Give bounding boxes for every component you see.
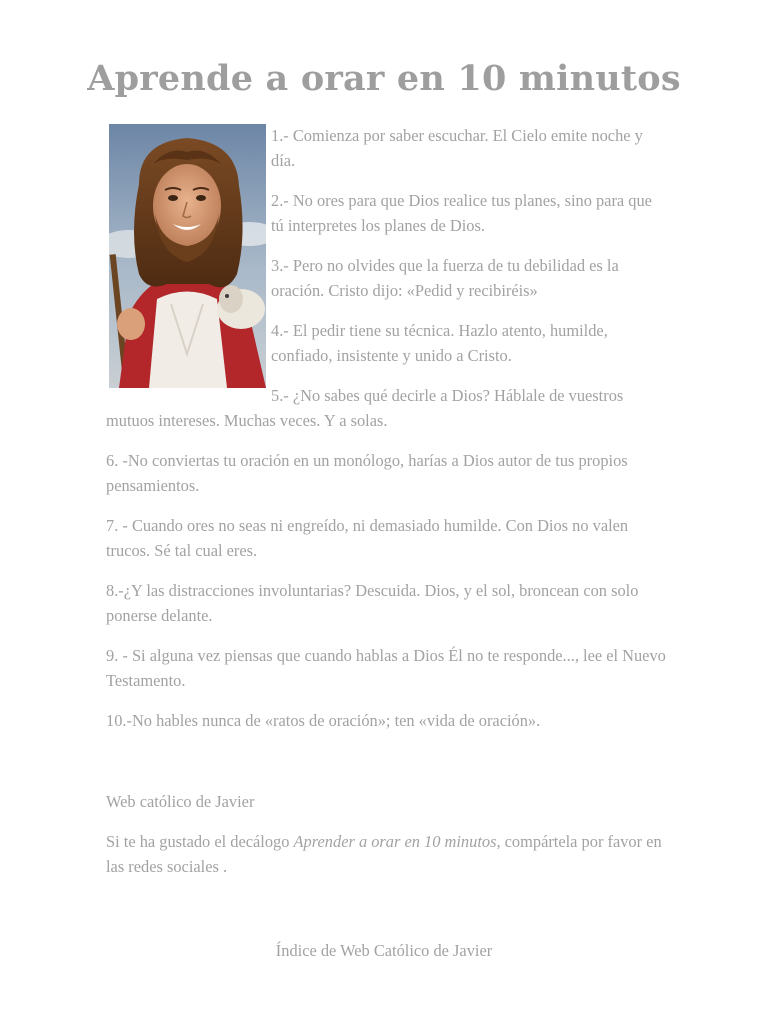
decalogue-item-2: 2.- No ores para que Dios realice tus planes, sino para que tú interpretes los planes de Dios. (271, 191, 652, 235)
decalogue-item-10: 10.-No hables nunca de «ratos de oración»; ten «vida de oración». (106, 711, 541, 730)
share-message (106, 830, 666, 879)
section-spacer (106, 750, 666, 790)
share-suffix: , compártela por favor en las redes sociales . (106, 832, 662, 876)
decalogue-item-4: 4.- El pedir tiene su técnica. Hazlo atento, humilde, confiado, insistente y unido a Cristo. (271, 321, 608, 365)
decalogue-item-6: 6. -No conviertas tu oración en un monólogo, harías a Dios autor de tus propios pensamientos. (106, 451, 628, 495)
index-link[interactable]: Índice de Web Católico de Javier (275, 941, 493, 960)
decalogue-item-3: 3.- Pero no olvides que la fuerza de tu debilidad es la oración. Cristo dijo: «Pedid y recibiréis» (271, 256, 619, 300)
jesus-portrait-image (109, 124, 266, 388)
decalogue-item-1: 1.- Comienza por saber escuchar. El Cielo emite noche y día. (271, 126, 643, 170)
jesus-portrait-illustration (109, 124, 266, 388)
decalogue-item-9: 9. - Si alguna vez piensas que cuando hablas a Dios Él no te responde..., lee el Nuevo Testamento. (106, 646, 666, 690)
decalogue-item-5: 5.- ¿No sabes qué decirle a Dios? Háblale de vuestros mutuos intereses. Muchas veces. Y a solas. (106, 386, 624, 430)
decalogue-item-8: 8.-¿Y las distracciones involuntarias? Descuida. Dios, y el sol, broncean con solo ponerse delante. (106, 581, 639, 625)
share-prefix: Si te ha gustado el decálogo (106, 832, 294, 851)
share-emphasis: Aprender a orar en 10 minutos (293, 832, 497, 851)
decalogue-item-7: 7. - Cuando ores no seas ni engreído, ni demasiado humilde. Con Dios no valen trucos. Sé tal cual eres. (106, 516, 629, 560)
article-body (106, 124, 666, 879)
source-credit: Web católico de Javier (106, 791, 255, 811)
page-title: Aprende a orar en 10 minutos (87, 58, 681, 99)
